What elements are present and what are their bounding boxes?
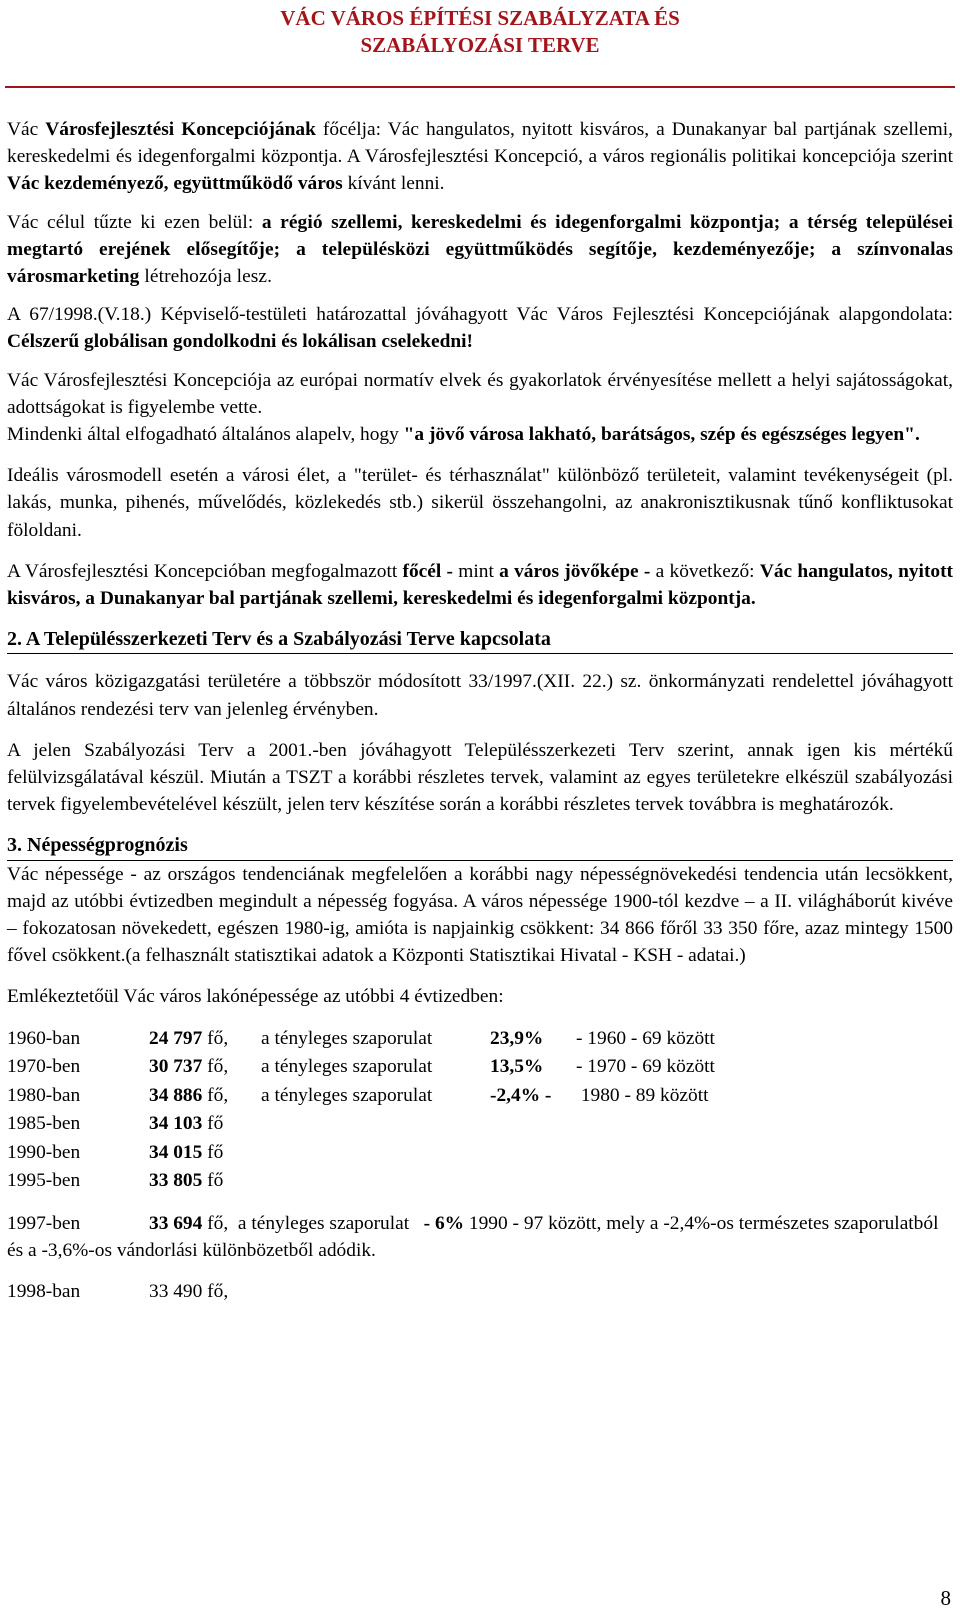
paragraph-principle: Mindenki által elfogadható általános alapelv, hogy "a jövő városa lakható, barátságos, szép és egészséges legyen". [7,424,920,446]
table-row: 1980-ban 34 886 fő, a tényleges szaporulat -2,4% - 1980 - 89 között [7,1084,709,1106]
section-3-heading: 3. Népességprognózis [7,834,188,857]
header-title-line1: VÁC VÁROS ÉPÍTÉSI SZABÁLYZATA ÉS [280,6,680,30]
paragraph-resolution: A 67/1998.(V.18.) Képviselő-testületi határozattal jóváhagyott Vác Város Fejlesztési Koncepciójának alapgondolata: Célszerű globálisan gondolkodni és lokálisan cselekedni! [7,304,953,353]
document-body [7,116,953,1305]
table-row: 1960-ban 24 797 fő, a tényleges szaporulat 23,9% - 1960 - 69 között [7,1027,715,1049]
paragraph-vision: A Városfejlesztési Koncepcióban megfogalmazott főcél - mint a város jövőképe - a következő: Vác hangulatos, nyitott kisváros, a Dunakanyar bal partjának szellemi, kereskedelmi és idegenforgalmi központja. [7,560,954,610]
table-row: 1970-ben 30 737 fő, a tényleges szaporulat 13,5% - 1970 - 69 között [7,1056,715,1078]
page-number: 8 [940,1586,951,1610]
header-title-line2: SZABÁLYOZÁSI TERVE [360,33,600,57]
section-2-paragraph-2: A jelen Szabályozási Terv a 2001.-ben jóváhagyott Településszerkezeti Terv szerint, annak igen kis mértékű felülvizsgálatával készül. Miután a TSZT a korábbi részletes tervek, valamint az egyes területekre elkészül szabályozási tervek figyelembevételével készült, jelen terv készítése során a korábbi részletes tervek továbbra is meghatározók. [7,739,953,816]
document-header [0,0,960,86]
table-row: 1995-ben 33 805 fő [7,1170,224,1192]
section-3-paragraph-1: Vác népessége - az országos tendenciának megfelelően a korábbi nagy népességnövekedési tendencia után lecsökkent, majd az utóbbi évtizedben megindult a népesség fogyása. A város népessége 1900-tól kezdve – a II. világháborút kivéve – fokozatosan növekedett, egészen 1980-ig, amióta is napjainkig csökkent: 34 866 főről 33 350 főre, azaz mintegy 1500 fővel csökkent.(a felhasznált statisztikai adatok a Központi Statisztikai Hivatal - KSH - adatai.) [7,863,953,967]
section-2-heading: 2. A Településszerkezeti Terv és a Szabályozási Terve kapcsolata [7,628,551,651]
paragraph-main-goal: Vác Városfejlesztési Koncepciójának főcélja: Vác hangulatos, nyitott kisváros, a Dunakanyar bal partjának szellemi, kereskedelmi és idegenforgalmi központja. A Városfejlesztési Koncepció, a város regionális politikai koncepciója szerint Vác kezdeményező, együttműködő város kívánt lenni. [7,119,953,195]
population-1997: 1997-ben 33 694 fő, a tényleges szaporulat - 6% 1990 - 97 között, mely a -2,4%-os természetes szaporulatból és a -3,6%-os vándorlási különbözetből adódik. [7,1212,939,1261]
header-divider [5,86,955,88]
section-2-rule [7,653,953,654]
paragraph-european-principles: Vác Városfejlesztési Koncepciója az európai normatív elvek és gyakorlatok érvényesítése mellett a helyi sajátosságokat, adottságokat is figyelembe vette. [7,369,953,418]
population-intro: Emlékeztetőül Vác város lakónépessége az utóbbi 4 évtizedben: [7,986,504,1008]
population-table [7,1025,715,1196]
paragraph-city-model: Ideális városmodell esetén a városi élet, a "terület- és térhasználat" különböző területeit, valamint tevékenységeit (pl. lakás, munka, pihenés, művelődés, közlekedés stb.) sikerül összehangolni, az anakronisztikusnak tűnő konfliktusokat föloldani. [7,465,953,541]
table-row: 1985-ben 34 103 fő [7,1113,224,1135]
paragraph-goals: Vác célul tűzte ki ezen belül: a régió szellemi, kereskedelmi és idegenforgalmi központja; a térség települései megtartó erejének elősegítője; a településközi együttműködés segítője, kezdeményezője; a színvonalas városmarketing létrehozója lesz. [7,211,954,288]
table-row: 1990-ben 34 015 fő [7,1141,224,1163]
population-1998: 1998-ban 33 490 fő, [7,1281,229,1303]
section-2-paragraph-1: Vác város közigazgatási területére a többször módosított 33/1997.(XII. 22.) sz. önkormányzati rendelettel jóváhagyott általános rendezési terv van jelenleg érvényben. [7,671,953,720]
